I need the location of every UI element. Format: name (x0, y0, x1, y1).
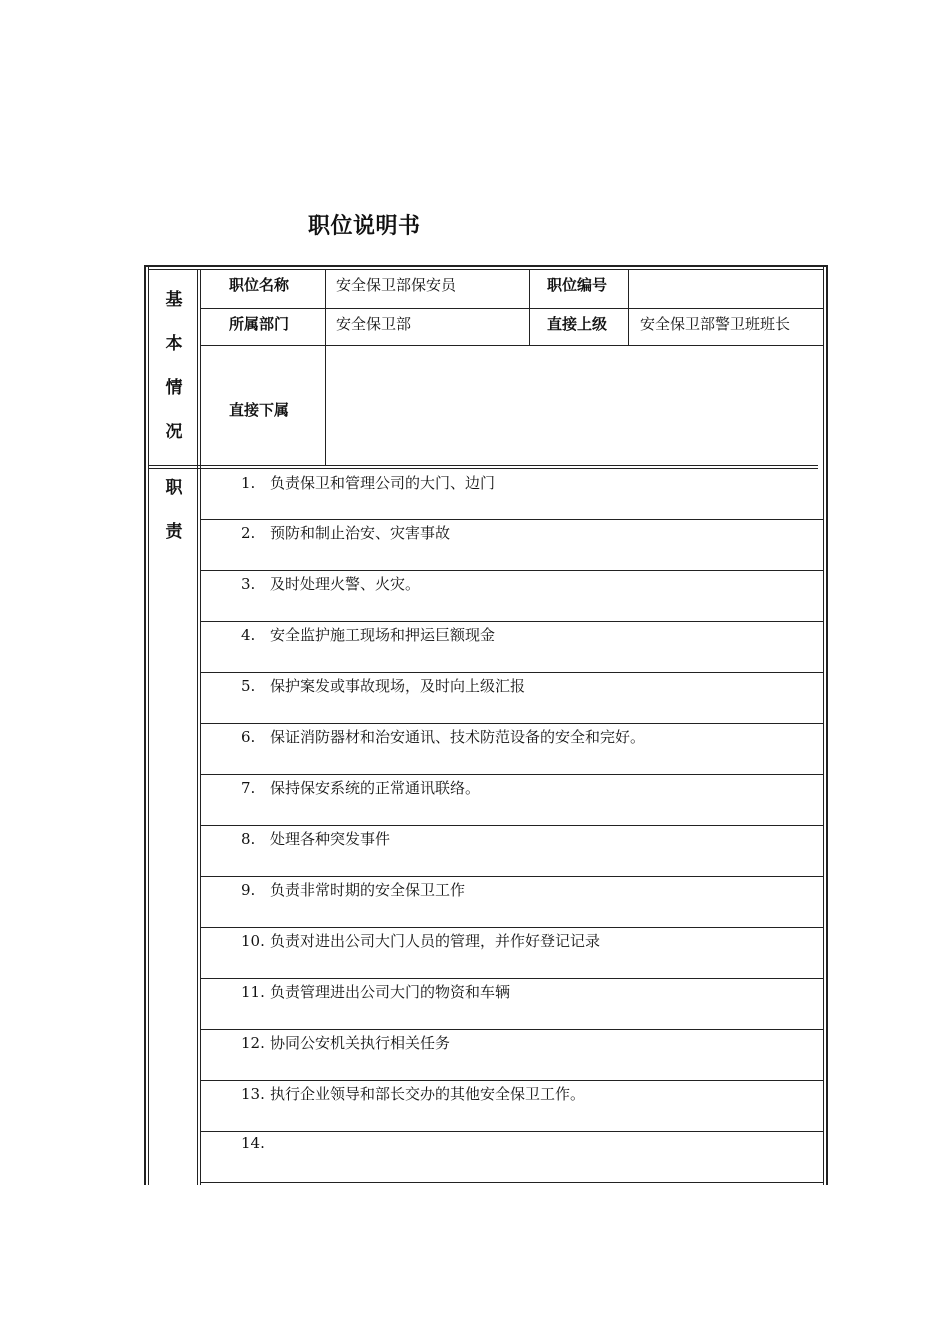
duty-text: 处理各种突发事件 (270, 830, 391, 848)
duty-number: 12. (241, 1034, 265, 1052)
duty-item (241, 675, 525, 696)
duty-text: 协同公安机关执行相关任务 (270, 1034, 451, 1052)
duty-text: 保护案发或事故现场，及时向上级汇报 (270, 677, 526, 695)
duty-item (241, 879, 465, 900)
position-name-value: 安全保卫部保安员 (336, 276, 457, 294)
duty-item (241, 1032, 450, 1053)
duty-item (241, 472, 495, 493)
subordinates-label: 直接下属 (229, 401, 290, 419)
duty-item (241, 930, 600, 951)
section-char: 职 (165, 478, 183, 498)
duty-number: 6. (241, 728, 256, 746)
duty-number: 5. (241, 677, 256, 695)
duty-text: 负责管理进出公司大门的物资和车辆 (270, 983, 511, 1001)
duty-number: 10. (241, 932, 265, 950)
duty-item (241, 981, 510, 1002)
duty-text: 及时处理火警、火灾。 (270, 575, 421, 593)
duty-number: 13. (241, 1085, 265, 1103)
section-char: 情 (165, 378, 183, 398)
duty-text: 预防和制止治安、灾害事故 (270, 524, 451, 542)
duty-number: 4. (241, 626, 256, 644)
duty-item (241, 1134, 270, 1152)
duty-item (241, 828, 390, 849)
supervisor-value: 安全保卫部警卫班班长 (640, 315, 791, 333)
section-char: 况 (165, 422, 183, 442)
duty-number: 11. (241, 983, 265, 1001)
duty-text: 负责对进出公司大门人员的管理，并作好登记记录 (270, 932, 601, 950)
duty-text: 保证消防器材和治安通讯、技术防范设备的安全和完好。 (270, 728, 646, 746)
duty-text: 执行企业领导和部长交办的其他安全保卫工作。 (270, 1085, 586, 1103)
department-label: 所属部门 (229, 315, 290, 333)
duty-number: 1. (241, 474, 256, 492)
department-value: 安全保卫部 (336, 315, 412, 333)
section-char: 责 (165, 522, 183, 542)
duty-number: 7. (241, 779, 256, 797)
duty-number: 14. (241, 1134, 265, 1152)
duty-text: 负责非常时期的安全保卫工作 (270, 881, 466, 899)
duty-text: 安全监护施工现场和押运巨额现金 (270, 626, 496, 644)
duty-item (241, 1083, 585, 1104)
duty-item (241, 522, 450, 543)
document-title: 职位说明书 (308, 214, 421, 239)
supervisor-label: 直接上级 (547, 315, 608, 333)
position-code-label: 职位编号 (547, 276, 608, 294)
duty-item (241, 573, 420, 594)
duty-item (241, 726, 645, 747)
section-char: 本 (165, 334, 183, 354)
section-char: 基 (165, 290, 183, 310)
duty-text: 保持保安系统的正常通讯联络。 (270, 779, 481, 797)
duty-number: 3. (241, 575, 256, 593)
duty-number: 8. (241, 830, 256, 848)
duty-number: 2. (241, 524, 256, 542)
duty-item (241, 777, 480, 798)
position-name-label: 职位名称 (229, 276, 290, 294)
duty-number: 9. (241, 881, 256, 899)
duty-item (241, 624, 495, 645)
duty-text: 负责保卫和管理公司的大门、边门 (270, 474, 496, 492)
